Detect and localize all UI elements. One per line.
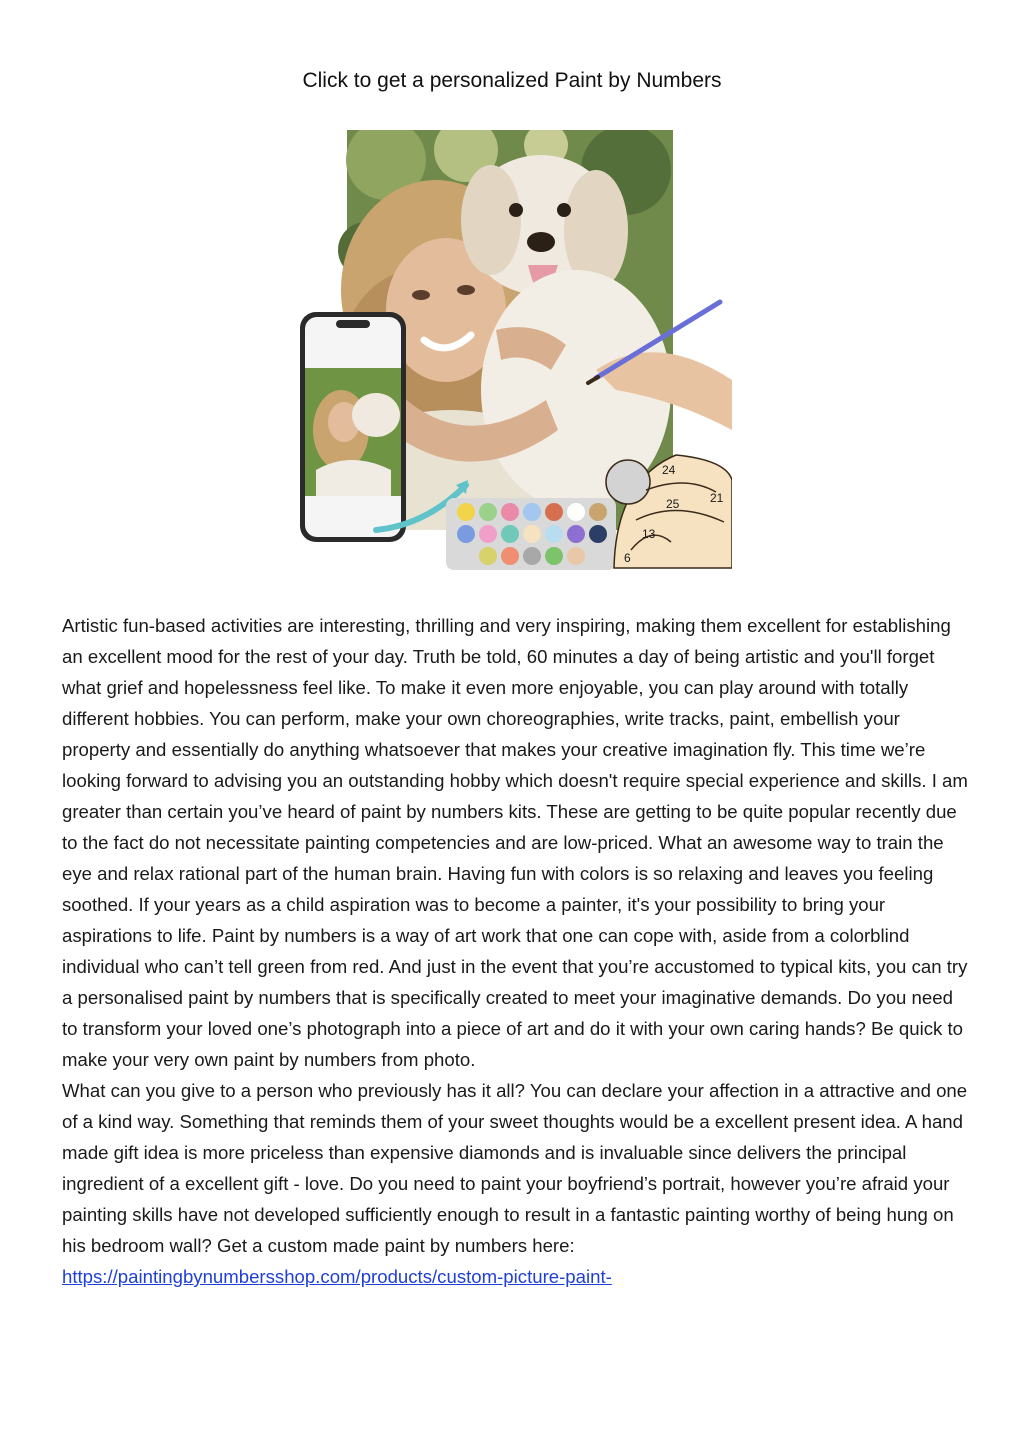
hero-image[interactable] — [296, 130, 732, 574]
page-title[interactable]: Click to get a personalized Paint by Numbers — [302, 69, 722, 92]
template-number-6: 6 — [624, 551, 631, 565]
template-number-13: 13 — [642, 527, 656, 541]
phone-mockup — [300, 312, 406, 542]
template-number-21: 21 — [710, 491, 724, 505]
product-link[interactable]: https://paintingbynumbersshop.com/products/custom-picture-paint- — [62, 1266, 612, 1287]
numbered-template — [606, 455, 732, 568]
paint-pots — [446, 498, 616, 570]
template-number-24: 24 — [662, 463, 676, 477]
article-paragraph-2-text: What can you give to a person who previously has it all? You can declare your affection in a attractive and one of a kind way. Something that reminds them of your sweet thoughts would be a excellent present idea. A hand made gift idea is more priceless than expensive diamonds and is invaluable since delivers the principal ingredient of a excellent gift - love. Do you need to paint your boyfriend’s portrait, however you’re afraid your painting skills have not developed sufficiently enough to result in a fantastic painting worthy of being hung on his bedroom wall? Get a custom made paint by numbers here: — [62, 1080, 968, 1256]
article-paragraph-2 — [62, 1075, 968, 1292]
article-body — [62, 610, 968, 1292]
article-paragraph-1: Artistic fun-based activities are interesting, thrilling and very inspiring, making them excellent for establishing an excellent mood for the rest of your day. Truth be told, 60 minutes a day of being artistic and you'll forget what grief and hopelessness feel like. To make it even more enjoyable, you can play around with totally different hobbies. You can perform, make your own choreographies, write tracks, paint, embellish your property and essentially do anything whatsoever that makes your creative imagination fly. This time we’re looking forward to advising you an outstanding hobby which doesn't require special experience and skills. I am greater than certain you’ve heard of paint by numbers kits. These are getting to be quite popular recently due to the fact do not necessitate painting competencies and are low-priced. What an awesome way to train the eye and relax rational part of the human brain. Having fun with colors is so relaxing and leaves you feeling soothed. If your years as a child aspiration was to become a painter, it's your possibility to bring your aspirations to life. Paint by numbers is a way of art work that one can cope with, aside from a colorblind individual who can’t tell green from red. And just in the event that you’re accustomed to typical kits, you can try a personalised paint by numbers that is specifically created to meet your imaginative demands. Do you need to transform your loved one’s photograph into a piece of art and do it with your own caring hands? Be quick to make your very own paint by numbers from photo. — [62, 615, 968, 1070]
template-number-25: 25 — [666, 497, 680, 511]
